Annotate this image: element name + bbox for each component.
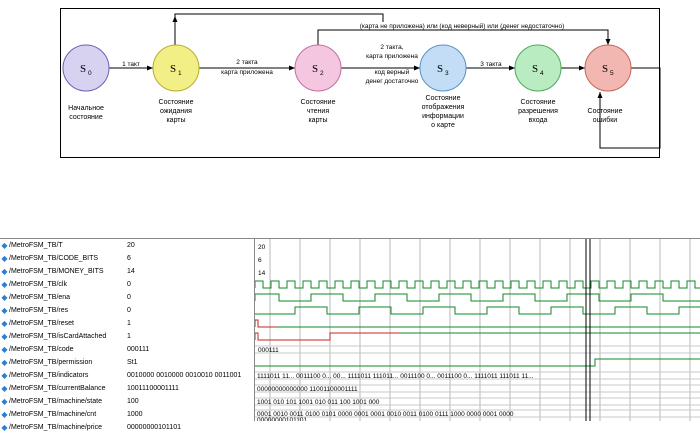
state-s3-caption-1: Состояние (425, 95, 461, 102)
signal-row[interactable] (0, 265, 254, 278)
state-s3-sub: 3 (445, 70, 449, 77)
signal-value: 20 (127, 242, 135, 249)
signal-diamond-icon: ◆ (1, 345, 8, 354)
signal-value: 0010000 0010000 0010010 0011001 (127, 372, 242, 379)
wave-value-cnt: 0001 0010 0011 0100 0101 0000 0001 0001 0010 0011 0100 0111 1000 0000 0001 0000 (257, 411, 514, 418)
state-node-s2 (295, 45, 341, 124)
state-s2-sub: 2 (320, 70, 324, 77)
signal-name: /MetroFSM_TB/CODE_BITS (9, 255, 99, 262)
signal-list-pane[interactable] (0, 239, 255, 432)
state-s3-caption-4: о карте (431, 122, 455, 129)
signal-value: 00000000101101 (127, 424, 181, 431)
state-s5-label: S (602, 63, 609, 75)
signal-value: 100 (127, 398, 139, 405)
signal-name: /MetroFSM_TB/permission (9, 359, 93, 366)
state-s3-caption-3: информации (422, 113, 464, 120)
signal-diamond-icon: ◆ (1, 397, 8, 406)
wave-value-state: 1001 010 101 1001 010 011 100 1001 000 (257, 399, 380, 406)
signal-name: /MetroFSM_TB/clk (9, 281, 67, 288)
state-node-s4 (515, 45, 561, 124)
state-s4-caption-3: входа (528, 117, 548, 124)
signal-row[interactable] (0, 252, 254, 265)
edge-s2-s3-label-4: денег достаточно (365, 78, 419, 85)
state-s1-caption-1: Состояние (158, 99, 194, 106)
signal-row[interactable] (0, 304, 254, 317)
waveform-grid (270, 239, 690, 421)
state-node-s5 (585, 45, 631, 124)
state-node-s0 (63, 45, 109, 121)
signal-diamond-icon: ◆ (1, 241, 8, 250)
state-s0-sub: 0 (88, 70, 92, 77)
signal-diamond-icon: ◆ (1, 410, 8, 419)
state-s5-caption-2: ошибки (592, 117, 618, 124)
state-s1-label: S (170, 63, 177, 75)
state-s1-caption-2: ожидания (160, 108, 192, 115)
signal-row[interactable] (0, 382, 254, 395)
signal-value: 14 (127, 268, 135, 275)
state-node-s3 (420, 45, 466, 129)
signal-value: 6 (127, 255, 131, 262)
signal-row[interactable] (0, 421, 254, 434)
state-s3-caption-2: отображения (421, 104, 465, 111)
state-s1-sub: 1 (178, 70, 182, 77)
waveform-viewer[interactable] (0, 238, 700, 432)
state-s2-label: S (312, 63, 319, 75)
signal-row[interactable] (0, 291, 254, 304)
signal-diamond-icon: ◆ (1, 384, 8, 393)
signal-value: 1000 (127, 411, 143, 418)
waveform-canvas[interactable] (255, 239, 700, 421)
signal-name: /MetroFSM_TB/isCardAttached (9, 333, 107, 340)
wave-value-indicators: 1111011 11... 0011100 0... 00... 1111011 111011... 0011100 0... 0011100 0... 1111011 111011 11... (257, 373, 534, 380)
wave-value-currentbalance: 00000000000000 11001100001111 (257, 386, 358, 393)
signal-value: 1 (127, 320, 131, 327)
edge-s2-s3-label-3: код верный (374, 69, 410, 76)
signal-name: /MetroFSM_TB/T (9, 242, 63, 249)
wave-bus-state (255, 398, 700, 406)
signal-name: /MetroFSM_TB/machine/price (9, 424, 102, 431)
signal-value: 10011100001111 (127, 385, 179, 392)
signal-row[interactable] (0, 369, 254, 382)
wave-value-price: 00000000101101 (257, 417, 308, 422)
wave-bus-cnt (255, 410, 700, 418)
signal-name: /MetroFSM_TB/reset (9, 320, 74, 327)
state-s4-sub: 4 (540, 70, 544, 77)
state-s5-sub: 5 (610, 70, 614, 77)
signal-value: 0 (127, 294, 131, 301)
signal-diamond-icon: ◆ (1, 306, 8, 315)
state-s4-label: S (532, 63, 539, 75)
signal-value: 0 (127, 281, 131, 288)
wave-value-code-bits: 6 (258, 257, 262, 264)
signal-row[interactable] (0, 395, 254, 408)
signal-diamond-icon: ◆ (1, 371, 8, 380)
state-s4-caption-2: разрешения (518, 108, 558, 115)
state-s0-label: S (80, 63, 87, 75)
signal-name: /MetroFSM_TB/code (9, 346, 74, 353)
signal-value: 1 (127, 333, 131, 340)
edge-s2-s3-label-1: 2 такта, (380, 44, 404, 51)
signal-row[interactable] (0, 343, 254, 356)
edge-s0-s1-label: 1 такт (122, 61, 140, 68)
signal-diamond-icon: ◆ (1, 293, 8, 302)
wave-bus-currentbalance (255, 385, 700, 393)
state-s1-caption-3: карты (166, 117, 186, 124)
signal-diamond-icon: ◆ (1, 423, 8, 432)
signal-diamond-icon: ◆ (1, 267, 8, 276)
wave-value-code: 000111 (258, 347, 279, 354)
signal-value: 0 (127, 307, 131, 314)
signal-name: /MetroFSM_TB/machine/cnt (9, 411, 97, 418)
signal-diamond-icon: ◆ (1, 319, 8, 328)
signal-diamond-icon: ◆ (1, 254, 8, 263)
state-s3-label: S (437, 63, 444, 75)
edge-s1-s2-label-1: 2 такта (236, 59, 258, 66)
wave-value-money-bits: 14 (258, 270, 266, 277)
signal-name: /MetroFSM_TB/currentBalance (9, 385, 106, 392)
edge-s3-s4-label: 3 такта (480, 61, 502, 68)
signal-row[interactable] (0, 408, 254, 421)
fsm-diagram (0, 0, 700, 165)
state-s0-caption-2: состояние (69, 114, 103, 121)
signal-row[interactable] (0, 317, 254, 330)
edge-s2-s3-label-2: карта приложена (366, 53, 418, 60)
wave-bus-indicators (255, 372, 700, 380)
waveform-traces (255, 239, 700, 421)
signal-diamond-icon: ◆ (1, 280, 8, 289)
signal-name: /MetroFSM_TB/res (9, 307, 69, 314)
state-s2-caption-3: карты (308, 117, 328, 124)
state-s5-caption-1: Состояние (587, 108, 623, 115)
signal-row[interactable] (0, 239, 254, 252)
state-s0-caption-1: Начальное (68, 105, 104, 112)
state-s2-caption-1: Состояние (300, 99, 336, 106)
wave-value-t: 20 (258, 244, 266, 251)
edge-s2-s5-label: (карта не приложена) или (код неверный) или (денег недостаточно) (359, 23, 565, 30)
state-s4-caption-1: Состояние (520, 99, 556, 106)
signal-row[interactable] (0, 330, 254, 343)
signal-name: /MetroFSM_TB/ena (9, 294, 71, 301)
signal-row[interactable] (0, 356, 254, 369)
signal-diamond-icon: ◆ (1, 358, 8, 367)
waveform-cursor[interactable] (586, 239, 590, 421)
state-node-s1 (153, 45, 199, 124)
signal-value: St1 (127, 359, 138, 366)
wave-bus-code (255, 346, 700, 354)
signal-name: /MetroFSM_TB/machine/state (9, 398, 102, 405)
signal-row[interactable] (0, 278, 254, 291)
signal-name: /MetroFSM_TB/indicators (9, 372, 89, 379)
signal-name: /MetroFSM_TB/MONEY_BITS (9, 268, 104, 275)
signal-value: 000111 (127, 346, 150, 353)
edge-s1-s2-label-2: карта приложена (221, 69, 273, 76)
state-s2-caption-2: чтения (306, 108, 330, 115)
wave-bus-price (257, 417, 308, 421)
signal-diamond-icon: ◆ (1, 332, 8, 341)
